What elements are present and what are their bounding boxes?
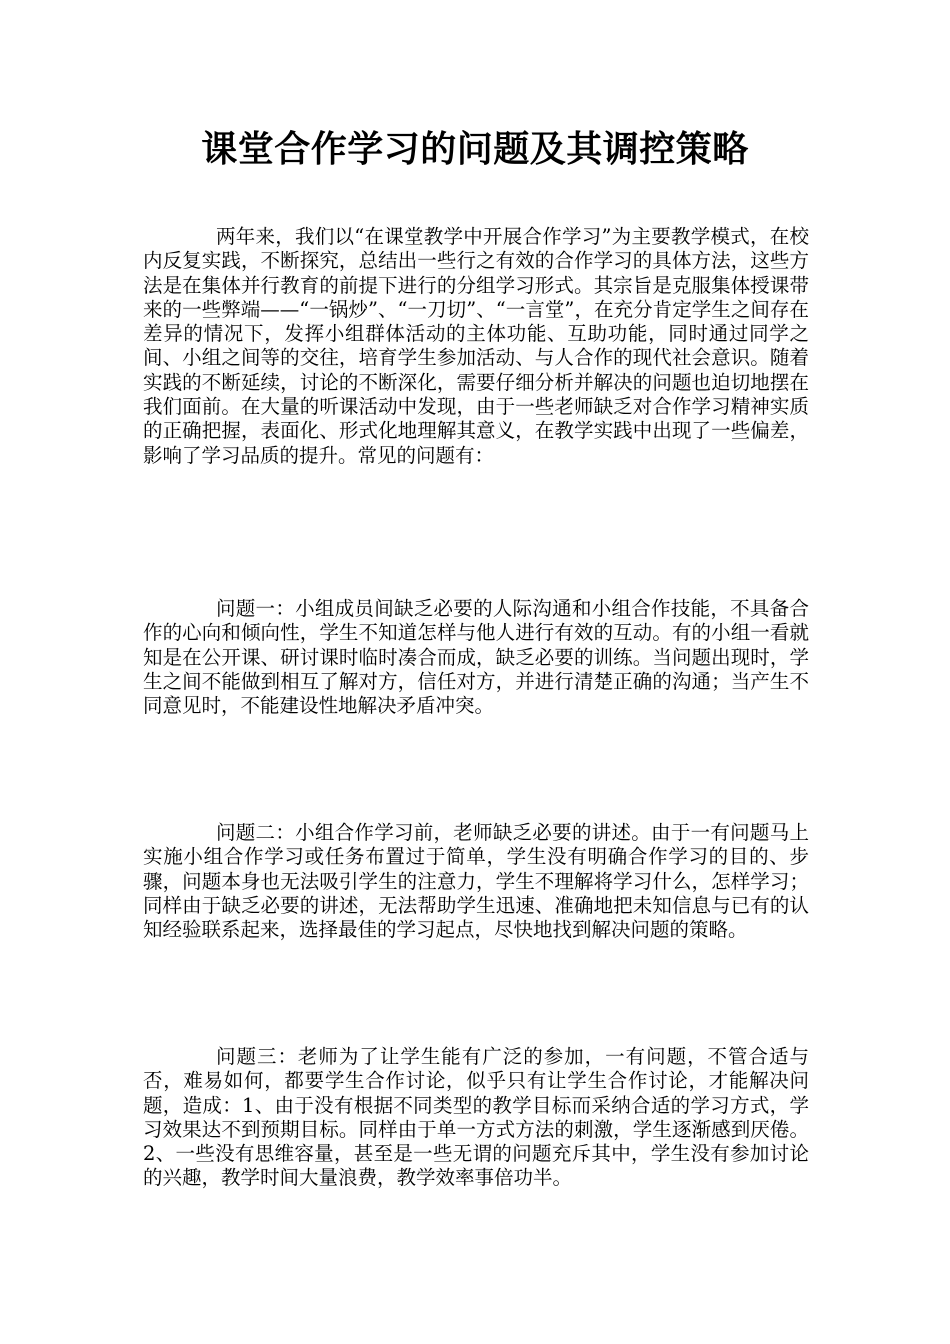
problem-one-paragraph: 问题一：小组成员间缺乏必要的人际沟通和小组合作技能，不具备合作的心向和倾向性，学生不知道怎样与他人进行有效的互动。有的小组一看就知是在公开课、研讨课时临时凑合而成，缺乏必要的训练。当问题出现时，学生之间不能做到相互了解对方，信任对方，并进行清楚正确的沟通；当产生不同意见时，不能建设性地解决矛盾冲突。: [143, 597, 809, 718]
problem-two-paragraph: 问题二：小组合作学习前，老师缺乏必要的讲述。由于一有问题马上实施小组合作学习或任务布置过于简单，学生没有明确合作学习的目的、步骤，问题本身也无法吸引学生的注意力，学生不理解将学习什么，怎样学习；同样由于缺乏必要的讲述，无法帮助学生迅速、准确地把未知信息与已有的认知经验联系起来，选择最佳的学习起点，尽快地找到解决问题的策略。: [143, 821, 809, 942]
problem-three-paragraph: 问题三：老师为了让学生能有广泛的参加，一有问题，不管合适与否，难易如何，都要学生合作讨论，似乎只有让学生合作讨论，才能解决问题，造成：1、由于没有根据不同类型的教学目标而采纳合适的学习方式，学习效果达不到预期目标。同样由于单一方式方法的刺激，学生逐渐感到厌倦。2、一些没有思维容量，甚至是一些无谓的问题充斥其中，学生没有参加讨论的兴趣，教学时间大量浪费，教学效率事倍功半。: [143, 1045, 809, 1190]
intro-paragraph: 两年来，我们以“在课堂教学中开展合作学习”为主要教学模式，在校内反复实践，不断探究，总结出一些行之有效的合作学习的具体方法，这些方法是在集体并行教育的前提下进行的分组学习形式。其宗旨是克服集体授课带来的一些弊端——“一锅炒”、“一刀切”、“一言堂”，在充分肯定学生之间存在差异的情况下，发挥小组群体活动的主体功能、互助功能，同时通过同学之间、小组之间等的交往，培育学生参加活动、与人合作的现代社会意识。随着实践的不断延续，讨论的不断深化，需要仔细分析并解决的问题也迫切地摆在我们面前。在大量的听课活动中发现，由于一些老师缺乏对合作学习精神实质的正确把握，表面化、形式化地理解其意义，在教学实践中出现了一些偏差，影响了学习品质的提升。常见的问题有：: [143, 225, 809, 467]
document-title: 课堂合作学习的问题及其调控策略: [201, 129, 749, 170]
